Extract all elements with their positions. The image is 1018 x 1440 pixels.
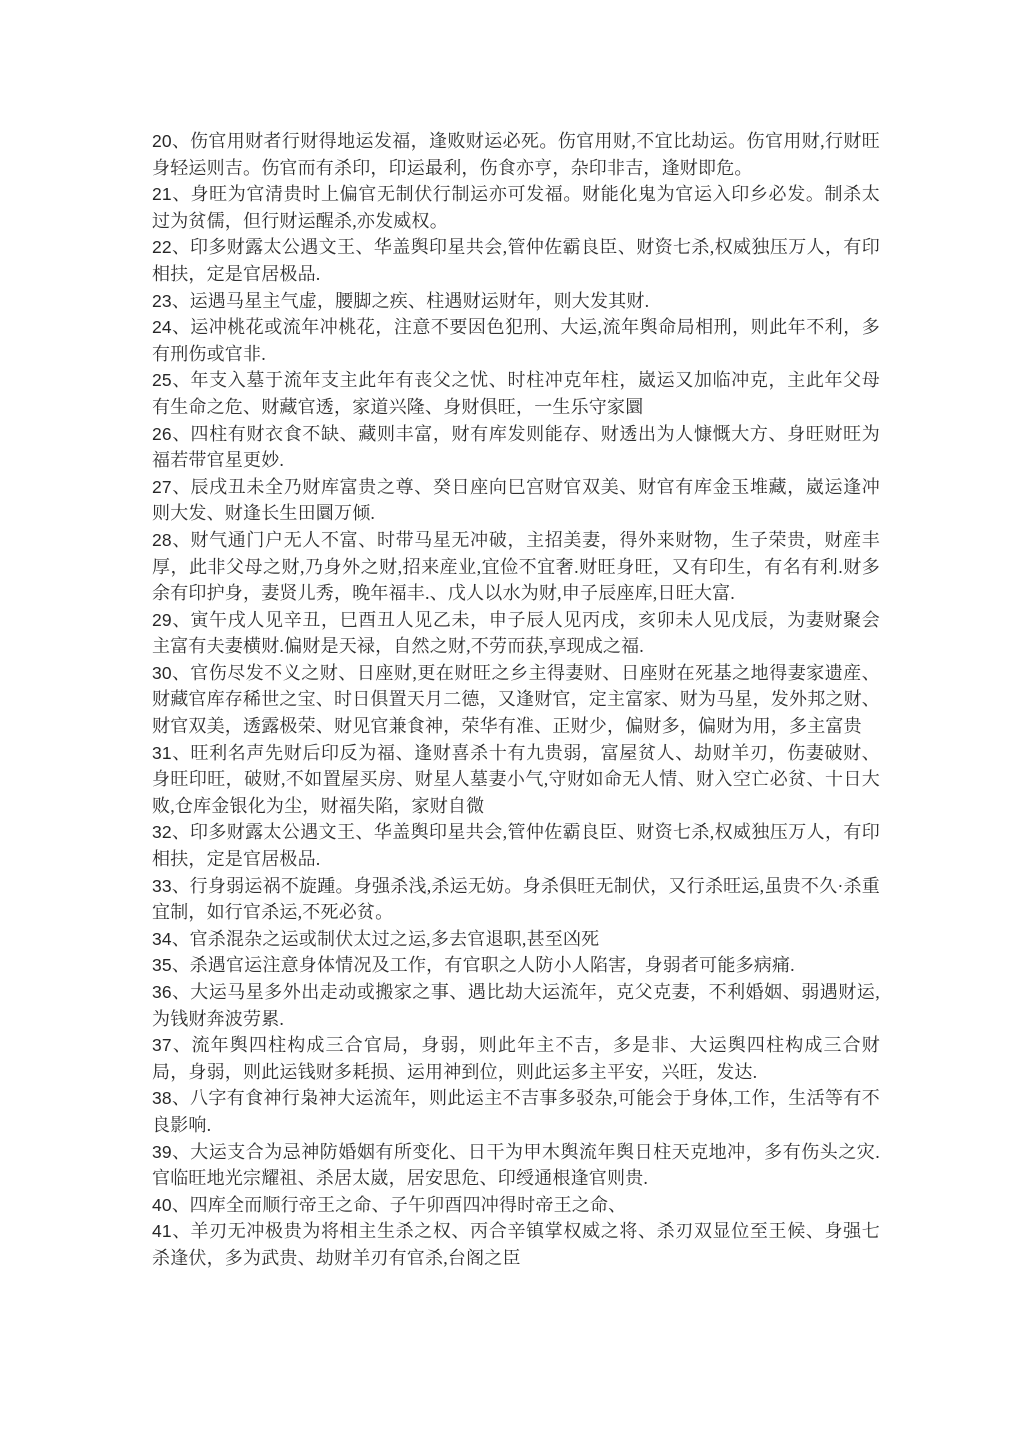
item-number: 41、 [152, 1221, 191, 1242]
item-text: 四柱有财衣食不缺、藏则丰富，财有库发则能存、财透出为人慷慨大方、身旺财旺为福若带官星更妙. [152, 423, 880, 471]
list-item [152, 314, 880, 367]
item-text: 伤官用财者行财得地运发福，逢败财运必死。伤官用财,不宜比劫运。伤官用财,行财旺身轻运则吉。伤官而有杀印，印运最利，伤食亦亨，杂印非吉，逢财即危。 [152, 131, 880, 178]
item-text: 四库全而顺行帝王之命、子午卯酉四冲得时帝王之命、 [189, 1194, 627, 1215]
list-item [152, 607, 880, 660]
list-item [152, 181, 880, 234]
item-text: 大运马星多外出走动或搬家之事、遇比劫大运流年，克父克妻，不利婚姻、弱遇财运,为钱财奔波劳累. [152, 982, 880, 1029]
list-item [152, 527, 880, 607]
item-number: 21、 [152, 184, 191, 205]
list-item [152, 819, 880, 872]
item-number: 22、 [152, 237, 190, 258]
item-number: 31、 [152, 742, 191, 763]
list-item [152, 873, 880, 926]
item-number: 25、 [152, 370, 191, 391]
list-item [152, 1032, 880, 1085]
list-item [152, 474, 880, 527]
item-number: 34、 [152, 928, 190, 949]
item-text: 寅午戌人见辛丑，巳酉丑人见乙未，申子辰人见丙戌，亥卯未人见戊辰，为妻财聚会主富有夫妻横财.偏财是天禄，自然之财,不劳而获,享现成之福. [152, 609, 880, 657]
item-number: 36、 [152, 982, 191, 1002]
item-text: 印多财露太公遇文王、华盖舆印星共会,管仲佐霸良臣、财资七杀,权威独压万人，有印相扶，定是官居极品. [152, 822, 880, 870]
item-text: 杀遇官运注意身体情况及工作，有官职之人防小人陷害，身弱者可能多病痛. [189, 955, 795, 976]
item-text: 年支入墓于流年支主此年有丧父之忧、时柱冲克年柱，崴运又加临冲克，主此年父母有生命之危、财藏官透，家道兴隆、身财俱旺，一生乐守家圜 [152, 370, 880, 417]
item-number: 20、 [152, 131, 190, 151]
item-number: 33、 [152, 875, 190, 896]
item-number: 35、 [152, 955, 190, 976]
item-number: 37、 [152, 1035, 192, 1056]
item-text: 流年舆四柱构成三合官局，身弱，则此年主不吉，多是非、大运舆四柱构成三合财局，身弱，则此运钱财多耗损、运用神到位，则此运多主平安，兴旺，发达. [152, 1035, 880, 1082]
item-number: 23、 [152, 290, 190, 311]
item-text: 官伤尽发不义之财、日座财,更在财旺之乡主得妻财、日座财在死基之地得妻家遗産、财藏官库存稀世之宝、时日俱置天月二德，又逢财官，定主富家、财为马星，发外邦之财、财官双美，透露极荣、财见官兼食神，荣华有准、正财少，偏财多，偏财为用，多主富贵 [152, 662, 880, 737]
item-text: 旺利名声先财后印反为福、逢财喜杀十有九贵弱，富屋贫人、劫财羊刃，伤妻破财、身旺印旺，破财,不如置屋买房、财星人墓妻小气,守财如命无人情、财入空亡必贫、十日大败,仓库金银化为尘，财福失陷，家财自微 [152, 742, 880, 816]
list-item [152, 288, 880, 315]
list-item [152, 367, 880, 420]
item-text: 运冲桃花或流年冲桃花，注意不要因色犯刑、大运,流年舆命局相刑，则此年不利，多有刑伤或官非. [152, 317, 880, 364]
item-number: 30、 [152, 662, 191, 683]
item-number: 39、 [152, 1141, 191, 1162]
item-number: 27、 [152, 476, 191, 497]
item-text: 身旺为官清贵时上偏官无制伏行制运亦可发福。财能化鬼为官运入印乡必发。制杀太过为贫儒，但行财运醒杀,亦发威权。 [152, 184, 880, 231]
item-text: 行身弱运祸不旋踵。身强杀浅,杀运无妨。身杀俱旺无制伏，又行杀旺运,虽贵不久·杀重宜制，如行官杀运,不死必贫。 [152, 875, 880, 923]
list-item [152, 926, 880, 953]
list-item [152, 234, 880, 287]
item-number: 28、 [152, 529, 191, 550]
item-number: 32、 [152, 822, 190, 843]
item-number: 38、 [152, 1088, 190, 1109]
item-text: 财气通门户无人不富、时带马星无冲破，主招美妻，得外来财物，生子荣贵，财産丰厚，此非父母之财,乃身外之财,招来産业,宜俭不宜奢.财旺身旺，又有印生，有名有利.财多余有印护身，妻贤儿秀，晚年福丰.、戊人以水为财,申子辰座库,日旺大富. [152, 529, 880, 604]
item-text: 羊刃无冲极贵为将相主生杀之权、丙合辛镇掌权威之将、杀刃双显位至王候、身强七杀逢伏，多为武贵、劫财羊刃有官杀,台阁之臣 [152, 1221, 880, 1268]
list-item [152, 1192, 880, 1219]
list-item [152, 1218, 880, 1271]
item-text: 运遇马星主气虚，腰脚之疾、柱遇财运财年，则大发其财. [189, 290, 650, 311]
list-item [152, 952, 880, 979]
item-text: 大运支合为忌神防婚姻有所变化、日干为甲木舆流年舆日柱天克地冲，多有伤头之灾.官临旺地光宗耀祖、杀居太崴，居安思危、印绶通根逢官则贵. [152, 1141, 880, 1189]
item-number: 24、 [152, 317, 191, 338]
item-text: 印多财露太公遇文王、华盖舆印星共会,管仲佐霸良臣、财资七杀,权威独压万人，有印相扶，定是官居极品. [152, 237, 880, 284]
list-item [152, 660, 880, 740]
item-number: 29、 [152, 609, 191, 630]
list-item [152, 128, 880, 181]
list-item [152, 421, 880, 474]
item-text: 八字有食神行枭神大运流年，则此运主不吉事多驳杂,可能会于身体,工作，生活等有不良影响. [152, 1088, 880, 1135]
list-item [152, 740, 880, 820]
list-item [152, 1085, 880, 1138]
item-text: 官杀混杂之运或制伏太过之运,多去官退职,甚至凶死 [189, 928, 600, 949]
item-number: 40、 [152, 1194, 190, 1215]
list-item [152, 979, 880, 1032]
item-number: 26、 [152, 423, 191, 444]
item-text: 辰戌丑未全乃财库富贵之尊、癸日座向巳宫财官双美、财官有库金玉堆藏，崴运逢冲则大发、财逢长生田圜万倾. [152, 476, 880, 524]
list-item [152, 1139, 880, 1192]
